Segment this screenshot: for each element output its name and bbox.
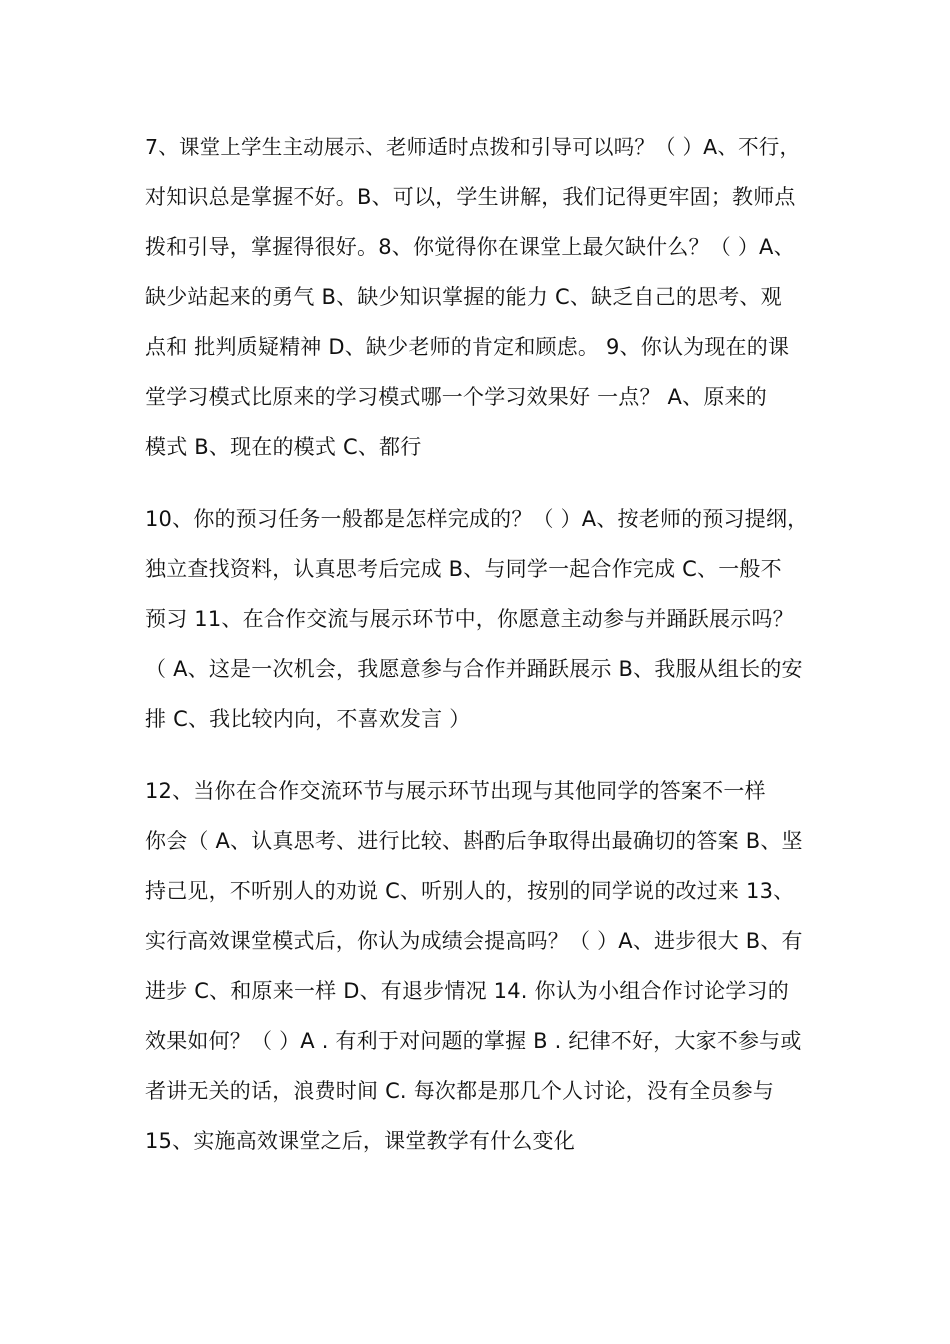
text-line: 7、课堂上学生主动展示、老师适时点拨和引导可以吗？（ ）A、不行， [145, 135, 801, 159]
text-line: 点和 批判质疑精神 D、缺少老师的肯定和顾虑。 9、你认为现在的课 [145, 335, 790, 359]
text-line: 12、当你在合作交流环节与展示环节出现与其他同学的答案不一样 [145, 779, 766, 803]
text-line: 效果如何？（ ）A . 有利于对问题的掌握 B . 纪律不好，大家不参与或 [145, 1029, 802, 1053]
text-line: （ A、这是一次机会，我愿意参与合作并踊跃展示 B、我服从组长的安 [145, 657, 803, 681]
text-line: 10、你的预习任务一般都是怎样完成的？（ ）A、按老师的预习提纲， [145, 507, 809, 531]
text-line: 拨和引导，掌握得很好。8、你觉得你在课堂上最欠缺什么？（ ）A、 [145, 235, 795, 259]
text-line: 实行高效课堂模式后，你认为成绩会提高吗？（ ）A、进步很大 B、有 [145, 929, 803, 953]
text-line: 者讲无关的话，浪费时间 C. 每次都是那几个人讨论，没有全员参与 [145, 1079, 775, 1103]
text-line: 持己见，不听别人的劝说 C、听别人的，按别的同学说的改过来 13、 [145, 879, 795, 903]
text-line: 模式 B、现在的模式 C、都行 [145, 435, 422, 459]
text-line: 独立查找资料，认真思考后完成 B、与同学一起合作完成 C、一般不 [145, 557, 782, 581]
text-line: 对知识总是掌握不好。B、可以，学生讲解，我们记得更牢固；教师点 [145, 185, 796, 209]
text-line: 排 C、我比较内向，不喜欢发言 ） [145, 707, 471, 731]
text-line: 15、实施高效课堂之后，课堂教学有什么变化 [145, 1129, 575, 1153]
text-line: 缺少站起来的勇气 B、缺少知识掌握的能力 C、缺乏自己的思考、观 [145, 285, 782, 309]
text-line: 预习 11、在合作交流与展示环节中，你愿意主动参与并踊跃展示吗？ [145, 607, 794, 631]
text-line: 你会（ A、认真思考、进行比较、斟酌后争取得出最确切的答案 B、坚 [145, 829, 803, 853]
text-line: 堂学习模式比原来的学习模式哪一个学习效果好 一点？ A、原来的 [145, 385, 767, 409]
text-line: 进步 C、和原来一样 D、有退步情况 14. 你认为小组合作讨论学习的 [145, 979, 789, 1003]
